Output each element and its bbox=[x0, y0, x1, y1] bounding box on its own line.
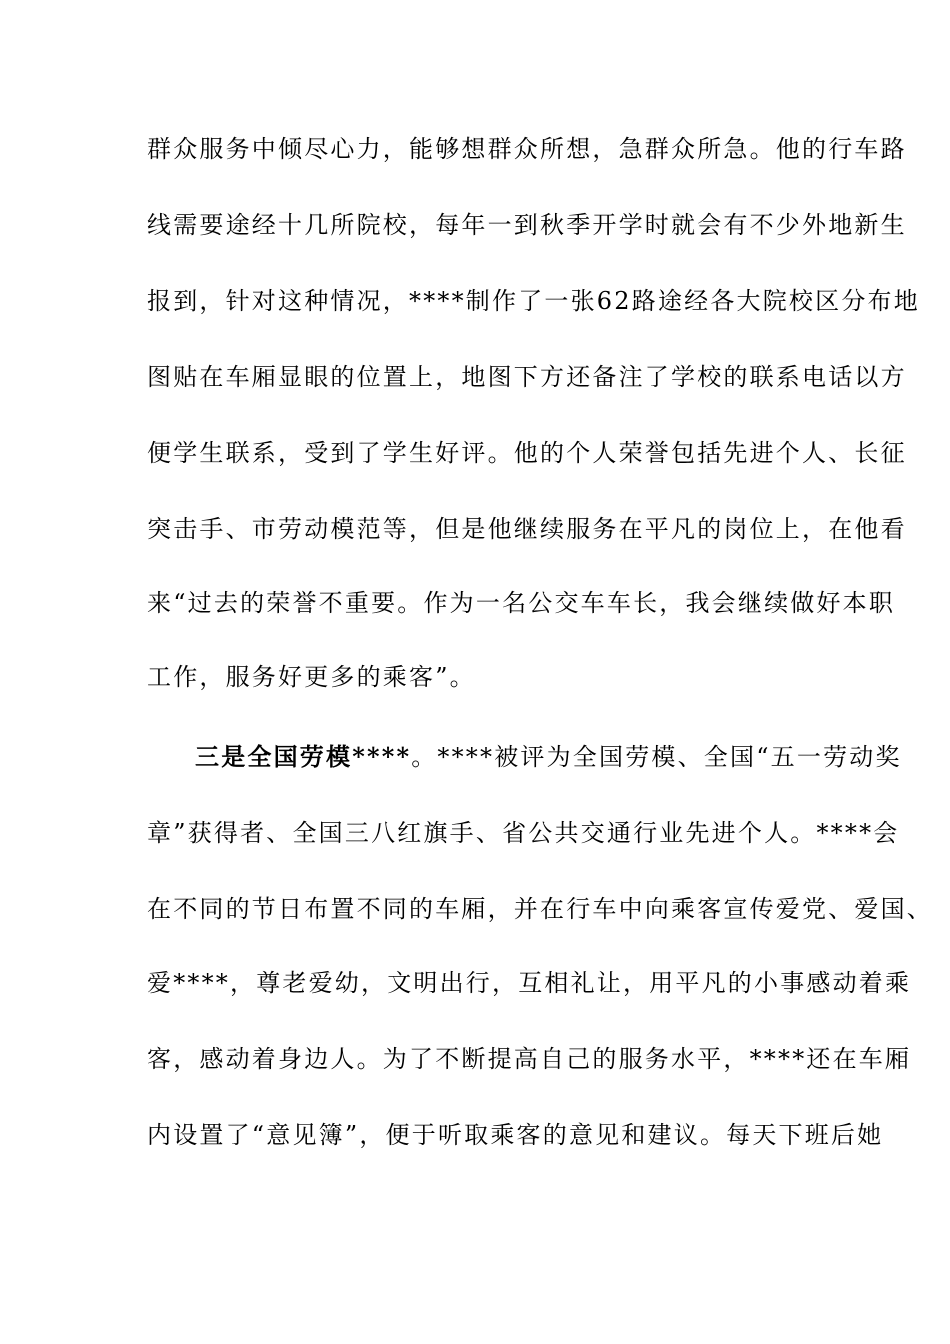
body-text-line: 图贴在车厢显眼的位置上，地图下方还备注了学校的联系电话以方 bbox=[147, 363, 907, 391]
body-text-line: 工作，服务好更多的乘客”。 bbox=[147, 663, 476, 691]
body-text-line: 在不同的节日布置不同的车厢，并在行车中向乘客宣传爱党、爱国、 bbox=[147, 895, 933, 923]
paragraph-first-line bbox=[195, 742, 902, 772]
body-text-line: 群众服务中倾尽心力，能够想群众所想，急群众所急。他的行车路 bbox=[147, 135, 907, 163]
body-text-line: 爱****，尊老爱幼，文明出行，互相礼让，用平凡的小事感动着乘 bbox=[147, 969, 912, 997]
body-text-line: 线需要途经十几所院校，每年一到秋季开学时就会有不少外地新生 bbox=[147, 211, 907, 239]
body-text-line: 来“过去的荣誉不重要。作为一名公交车车长，我会继续做好本职 bbox=[147, 589, 896, 617]
body-text-inline: 。****被评为全国劳模、全国“五一劳动奖 bbox=[411, 743, 902, 771]
body-text-line: 客，感动着身边人。为了不断提高自己的服务水平，****还在车厢 bbox=[147, 1045, 912, 1073]
body-text-line: 章”获得者、全国三八红旗手、省公共交通行业先进个人。****会 bbox=[147, 819, 900, 847]
body-text-line: 报到，针对这种情况，****制作了一张62路途经各大院校区分布地 bbox=[147, 287, 920, 315]
body-text-line: 便学生联系，受到了学生好评。他的个人荣誉包括先进个人、长征 bbox=[147, 439, 907, 467]
body-text-line: 内设置了“意见簿”，便于听取乘客的意见和建议。每天下班后她 bbox=[147, 1121, 884, 1149]
body-text-line: 突击手、市劳动模范等，但是他继续服务在平凡的岗位上，在他看 bbox=[147, 515, 907, 543]
section-heading: 三是全国劳模**** bbox=[195, 742, 412, 771]
